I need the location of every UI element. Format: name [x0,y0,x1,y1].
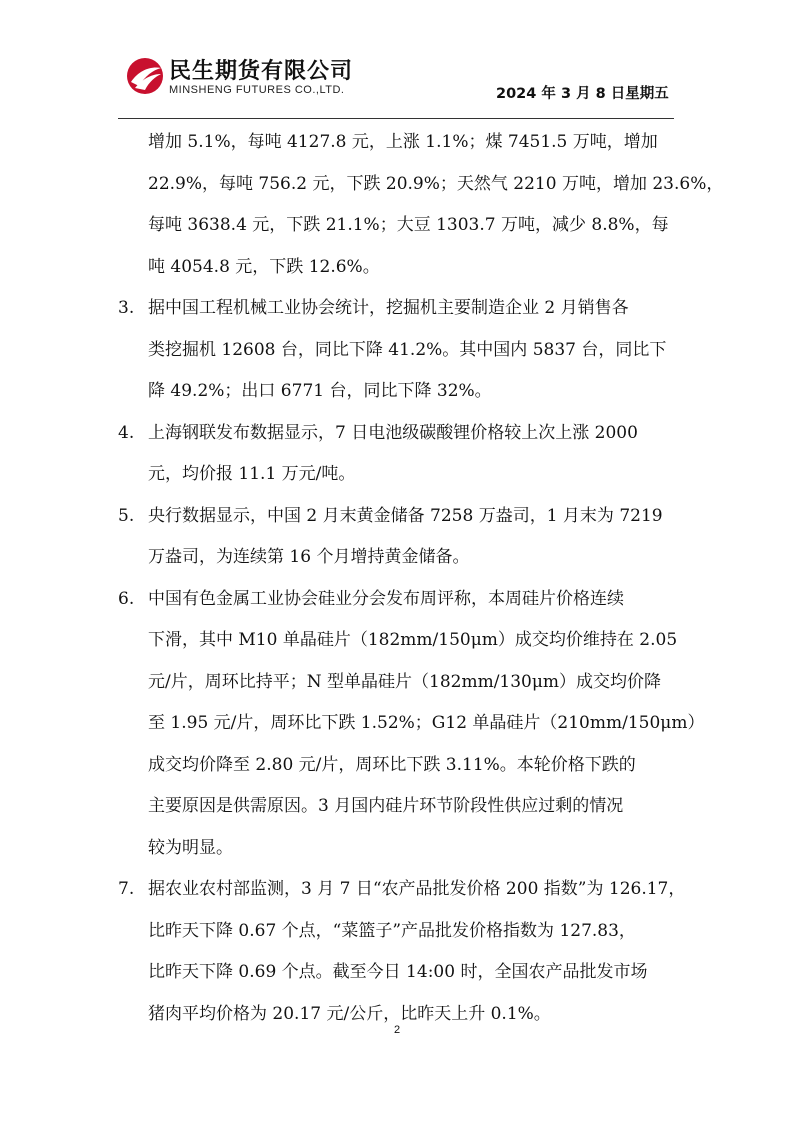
minsheng-logo-icon [125,56,165,96]
paragraph-line: 增加 5.1%，每吨 4127.8 元，上涨 1.1%；煤 7451.5 万吨，增加 [148,132,658,152]
item-number: 3. [118,298,135,318]
page-number: 2 [393,1024,401,1036]
logo-english-name: MINSHENG FUTURES CO.,LTD. [169,84,345,96]
paragraph-line: 至 1.95 元/片，周环比下跌 1.52%；G12 单晶硅片（210mm/150μm） [148,713,705,733]
news-item-3 [118,292,678,417]
news-item-7 [118,873,686,1039]
paragraph-line: 元，均价报 11.1 万元/吨。 [148,464,356,484]
paragraph-line: 元/片，周环比持平；N 型单晶硅片（182mm/130μm）成交均价降 [148,671,662,692]
item-number: 7. [118,879,135,899]
paragraph-line: 据农业农村部监测，3 月 7 日“农产品批发价格 200 指数”为 126.17， [148,879,686,899]
paragraph-line: 下滑，其中 M10 单晶硅片（182mm/150μm）成交均价维持在 2.05 [148,630,678,650]
document-body [118,126,724,1039]
paragraph-line: 万盎司，为连续第 16 个月增持黄金储备。 [148,547,470,567]
header-divider [118,118,674,119]
paragraph-line: 22.9%，每吨 756.2 元，下跌 20.9%；天然气 2210 万吨，增加 23.6%， [148,173,724,194]
paragraph-line: 吨 4054.8 元，下跌 12.6%。 [148,256,380,277]
paragraph-line: 中国有色金属工业协会硅业分会发布周评称，本周硅片价格连续 [148,588,624,609]
paragraph-line: 比昨天下降 0.69 个点。截至今日 14:00 时，全国农产品批发市场 [148,962,648,982]
paragraph-line: 每吨 3638.4 元，下跌 21.1%；大豆 1303.7 万吨，减少 8.8%，每 [148,215,669,235]
paragraph-line: 类挖掘机 12608 台，同比下降 41.2%。其中国内 5837 台，同比下 [148,339,667,360]
logo-chinese-name: 民生期货有限公司 [169,59,354,84]
continuation-paragraph [118,126,724,292]
paragraph-line: 主要原因是供需原因。3 月国内硅片环节阶段性供应过剩的情况 [148,796,624,816]
paragraph-line: 成交均价降至 2.80 元/片，周环比下跌 3.11%。本轮价格下跌的 [148,754,636,775]
company-logo [125,54,365,104]
news-item-5 [118,500,678,583]
news-item-6 [118,583,705,874]
page-header [0,0,794,120]
paragraph-line: 降 49.2%；出口 6771 台，同比下降 32%。 [148,381,492,401]
paragraph-line: 央行数据显示，中国 2 月末黄金储备 7258 万盎司，1 月末为 7219 [148,505,663,526]
item-number: 4. [118,422,135,443]
paragraph-line: 较为明显。 [148,837,233,858]
paragraph-line: 比昨天下降 0.67 个点，“菜篮子”产品批发价格指数为 127.83， [148,920,636,941]
item-number: 6. [118,588,135,609]
paragraph-line: 猪肉平均价格为 20.17 元/公斤，比昨天上升 0.1%。 [148,1003,551,1024]
paragraph-line: 上海钢联发布数据显示，7 日电池级碳酸锂价格较上次上涨 2000 [148,422,638,443]
item-number: 5. [118,505,135,526]
report-date: 2024 年 3 月 8 日星期五 [496,86,669,102]
news-item-4 [118,417,678,500]
paragraph-line: 据中国工程机械工业协会统计，挖掘机主要制造企业 2 月销售各 [148,298,629,318]
